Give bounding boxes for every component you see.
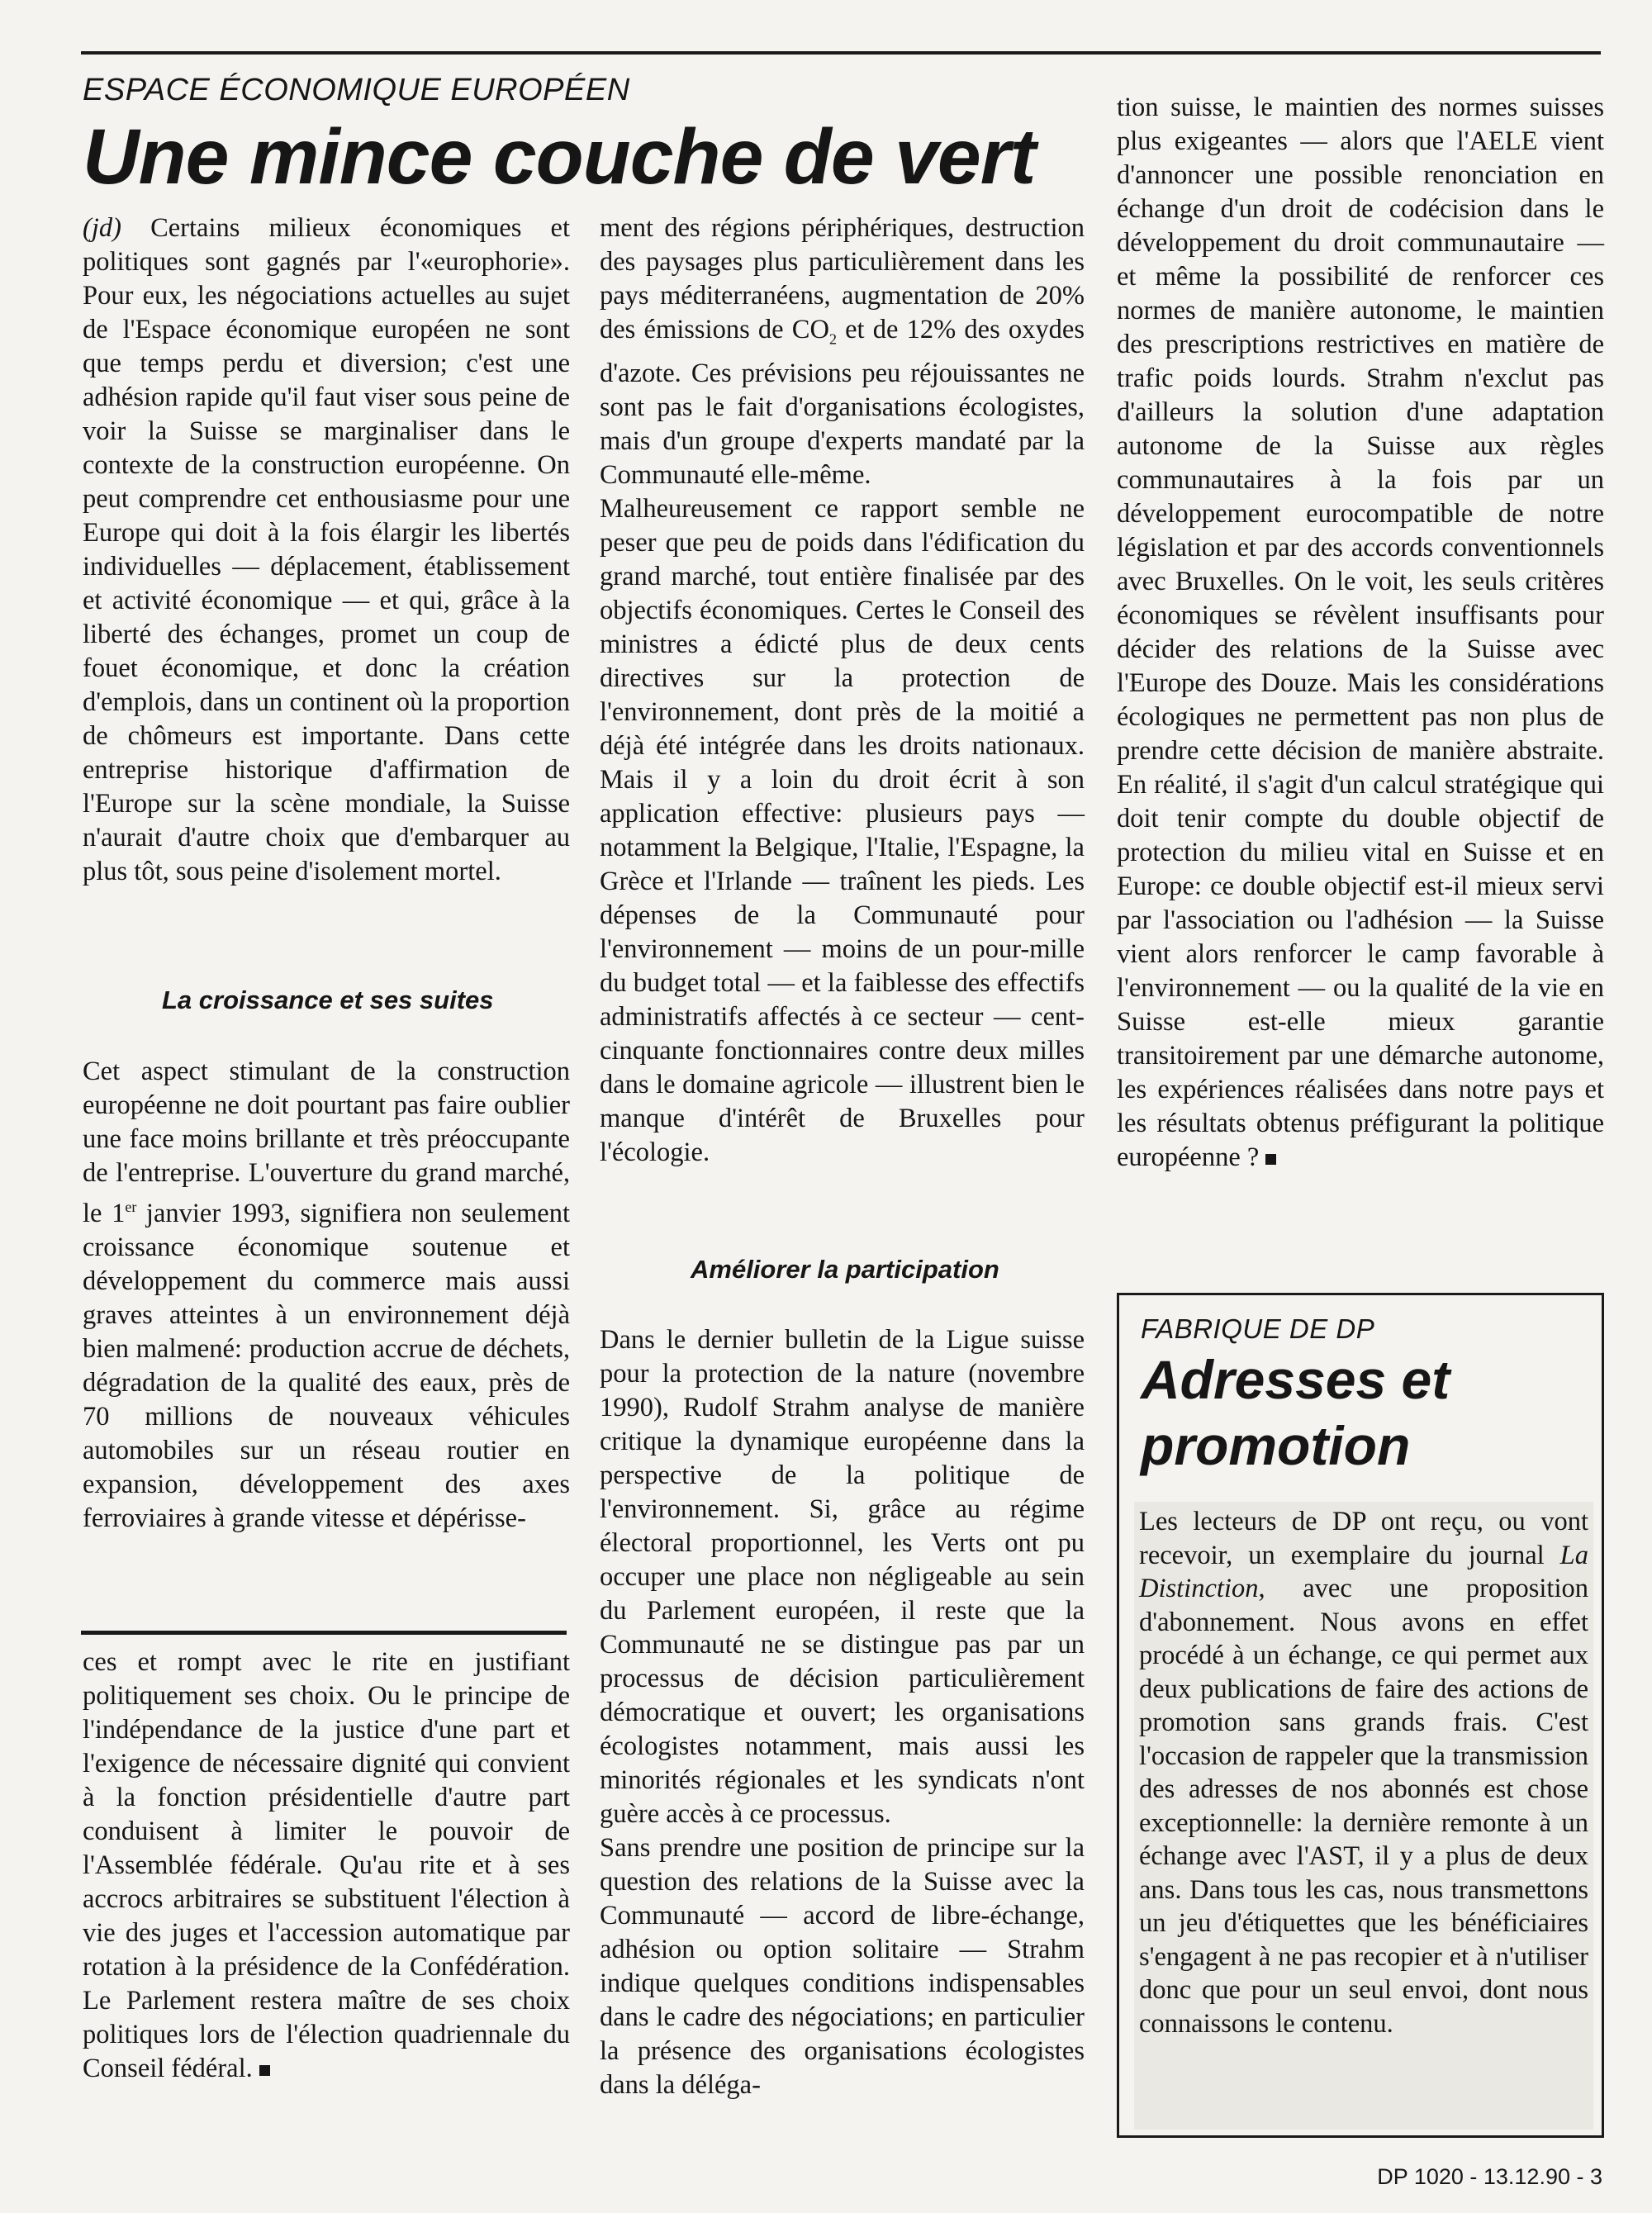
- end-of-article-mark: [259, 2065, 270, 2076]
- author-initials: (jd): [83, 213, 121, 243]
- article-column-3: [1117, 91, 1604, 1175]
- section-label: ESPACE ÉCONOMIQUE EUROPÉEN: [83, 73, 630, 107]
- box-section-label: FABRIQUE DE DP: [1141, 1313, 1375, 1344]
- box-text: Les lecteurs de DP ont reçu, ou vont recevoir, un exemplaire du journal La Distinction, avec une proposition d'abonnement. Nous avons en effet procédé à un échange, ce qui permet aux deux publications de faire des actions de promotion sans grands frais. C'est l'occasion de rappeler que la transmission des adresses de nos abonnés est chose exceptionnelle: la dernière remonte à un échange avec l'AST, il y a plus de deux ans. Dans tous les cas, nous transmettons un jeu d'étiquettes que les bénéficiaires s'engagent à ne pas recopier et à n'utiliser donc que pour un seul envoi, dont nous connaissons le contenu.: [1134, 1502, 1593, 2130]
- article-column-2-continued: [600, 1323, 1085, 2102]
- intro-paragraph: [83, 211, 570, 889]
- article-column-1-continued: [83, 1055, 570, 1536]
- paragraph-report: Malheureusement ce rapport semble ne peser que peu de poids dans l'édification du grand marché, tout entière finalisée par des objectifs économiques. Certes le Conseil des ministres a édicté plus de deux cents directives sur la protection de l'environnement, dont près de la moitié a déjà été intégrée dans les droits nationaux. Mais il y a loin du droit écrit à son application effective: plusieurs pays — notamment la Belgique, l'Italie, l'Espagne, la Grèce et l'Irlande — traînent les pieds. Les dépenses de la Communauté pour l'environnement — moins de un pour-mille du budget total — et la faiblesse des effectifs administratifs affectés à ce secteur — cent-cinquante fonctionnaires contre deux milles dans le domaine agricole — illustrent bien le manque d'intérêt de Bruxelles pour l'écologie.: [600, 493, 1085, 1167]
- publication-name: La Distinction: [1139, 1540, 1588, 1603]
- paragraph-conditions: Sans prendre une position de principe sur la question des relations de la Suisse avec la Communauté — accord de libre-échange, adhésion ou option solitaire — Strahm indique quelques conditions indispensables dans le cadre des négociations; en particulier la présence des organisations écologistes dans la déléga-: [600, 1833, 1085, 2100]
- box-title: Adresses et promotion: [1141, 1349, 1450, 1476]
- paragraph-conclusion: tion suisse, le maintien des normes suisses plus exigeantes — alors que l'AELE vient d'annoncer une possible renonciation en échange d'un droit de codécision dans le développement du droit communautaire — et même la possibilité de renforcer ces normes de manière autonome, le maintien des prescriptions restrictives en matière de trafic poids lourds. Strahm n'exclut pas d'ailleurs la solution d'une adaptation autonome de la Suisse aux règles communautaires à la fois par un développement eurocompatible de notre législation et par des accords conventionnels avec Bruxelles. On le voit, les seuls critères économiques se révèlent insuffisants pour décider des relations de la Suisse avec l'Europe des Douze. Mais les considérations écologiques ne permettent pas non plus de prendre cette décision de manière abstraite. En réalité, il s'agit d'un calcul stratégique qui doit tenir compte du double objectif de protection du milieu vital en Suisse et en Europe: ce double objectif est-il mieux servi par l'association ou l'adhésion — la Suisse vient alors renforcer le camp favorable à l'environnement — ou la qualité de la vie en Suisse est-elle mieux garantie transitoirement par une démarche autonome, les expériences réalisées dans notre pays et les résultats obtenus préfigurant la politique européenne ?: [1117, 93, 1604, 1172]
- subhead-growth: La croissance et ses suites: [162, 985, 494, 1014]
- article-column-1: [83, 211, 570, 889]
- end-of-article-mark: [1265, 1154, 1276, 1165]
- top-rule: [81, 51, 1601, 55]
- subhead-participation: Améliorer la participation: [691, 1255, 999, 1284]
- section-divider-rule: [81, 1631, 567, 1635]
- article-headline: Une mince couche de vert: [83, 113, 1036, 201]
- previous-article-continuation: [83, 1646, 570, 2086]
- sidebar-box: [1117, 1293, 1604, 2138]
- paragraph-strahm: Dans le dernier bulletin de la Ligue suisse pour la protection de la nature (novembre 1990), Rudolf Strahm analyse de manière critique la dynamique européenne dans la perspective de la politique de l'environnement. Si, grâce au régime électoral proportionnel, les Verts ont pu occuper une place non négligeable au sein du Parlement européen, il reste que la Communauté ne se distingue pas par un processus de décision particulièrement démocratique et ouvert; les organisations écologistes notamment, mais aussi les minorités régionales et les syndicats n'ont guère accès à ce processus.: [600, 1325, 1085, 1829]
- intro-text: Certains milieux économiques et politiques sont gagnés par l'«europhorie». Pour eux, les négociations actuelles au sujet de l'Espace économique européen ne sont que temps perdu et diversion; c'est une adhésion rapide qu'il faut viser sous peine de voir la Suisse se marginaliser dans le contexte de la construction européenne. On peut comprendre cet enthousiasme pour une Europe qui doit à la fois élargir les libertés individuelles — déplacement, établissement et activité économique — et qui, grâce à la liberté des échanges, promet un coup de fouet économique, et donc la création d'emplois, dans un continent où la proportion de chômeurs est importante. Dans cette entreprise historique d'affirmation de l'Europe sur la scène mondiale, la Suisse n'aurait d'autre choix que d'embarquer au plus tôt, sous peine d'isolement mortel.: [83, 213, 570, 886]
- page-folio: DP 1020 - 13.12.90 - 3: [1377, 2164, 1602, 2189]
- article-column-2: [600, 211, 1085, 1170]
- paragraph-forecast: ment des régions périphériques, destruction des paysages plus particulièrement dans les pays méditerranéens, augmentation de 20% des émissions de $CO_2$ et de 12% des oxydes d'azote. Ces prévisions peu réjouissantes ne sont pas le fait d'organisations écologistes, mais d'un groupe d'experts mandaté par la Communauté elle-même.: [600, 213, 1085, 490]
- paragraph-growth: Cet aspect stimulant de la construction européenne ne doit pourtant pas faire oublier une face moins brillante et très préoccupante de l'entreprise. L'ouverture du grand marché, le 1er janvier 1993, signifiera non seulement croissance économique soutenue et développement du commerce mais aussi graves atteintes à un environnement déjà bien malmené: production accrue de déchets, dégradation de la qualité des eaux, près de 70 millions de nouveaux véhicules automobiles sur un réseau routier en expansion, développement des axes ferroviaires à grande vitesse et dépérisse-: [83, 1057, 570, 1533]
- previous-article-text: ces et rompt avec le rite en justifiant politiquement ses choix. Ou le principe de l'indépendance de la justice d'une part et l'exigence de nécessaire dignité qui convient à la fonction présidentielle d'autre part conduisent à limiter le pouvoir de l'Assemblée fédérale. Qu'au rite et à ses accrocs arbitraires se substituent l'élection à vie des juges et l'accession automatique par rotation à la présidence de la Confédération. Le Parlement restera maître de ses choix politiques lors de l'élection quadriennale du Conseil fédéral.: [83, 1647, 570, 2083]
